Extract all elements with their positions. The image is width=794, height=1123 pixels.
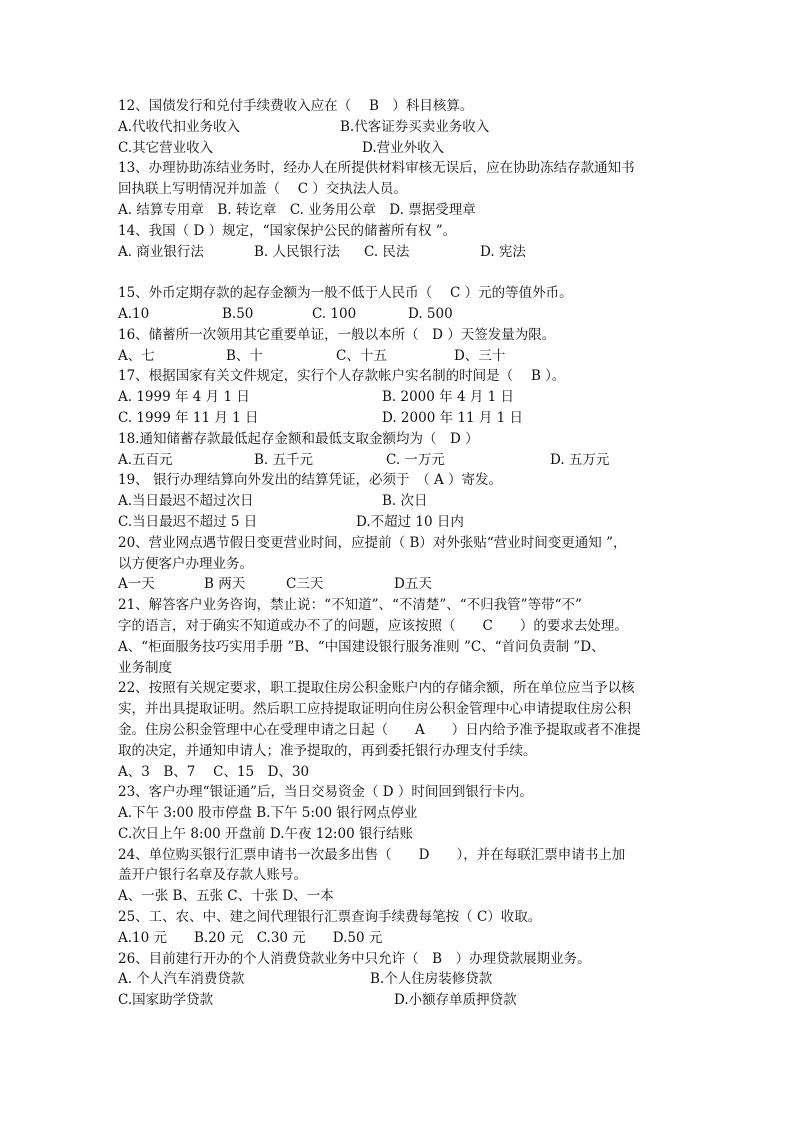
- question-stem: [118, 366, 678, 387]
- question-stem: [118, 865, 678, 886]
- question-stem: [118, 96, 678, 117]
- option-row: [118, 969, 678, 990]
- option-b: B 两天: [204, 576, 246, 593]
- stem-text: 16、储蓄所一次领用其它重要单证，一般以本所（ D ）天签发量为限。: [118, 326, 556, 343]
- option-d: D、三十: [454, 347, 506, 364]
- option-d: D.营业外收入: [362, 139, 445, 156]
- stem-text: 12、国债发行和兑付手续费收入应在（ B ）科目核算。: [118, 98, 474, 114]
- stem-text: 以方便客户办理业务。: [118, 555, 253, 572]
- options-inline: C.次日上午 8:00 开盘前 D.午夜 12:00 银行结账: [118, 825, 413, 842]
- option-row: [118, 117, 678, 138]
- stem-text: 金。住房公积金管理中心在受理申请之日起（ A ）日内给予准予提取或者不准提: [118, 721, 641, 738]
- question-stem: [118, 221, 678, 242]
- option-c: C、十五: [336, 347, 387, 364]
- stem-text: 盖开户银行名章及存款人账号。: [118, 867, 307, 884]
- document-page: [118, 96, 678, 1011]
- option-row: [118, 346, 678, 367]
- option-c: C. 一万元: [386, 451, 445, 468]
- option-row: [118, 990, 678, 1011]
- option-b: B. 次日: [382, 493, 428, 510]
- question-stem: [118, 720, 678, 741]
- stem-text: 25、工、农、中、建之间代理银行汇票查询手续费每笔按（ C）收取。: [118, 909, 542, 926]
- option-a: A一天: [118, 576, 155, 593]
- question-stem: [118, 699, 678, 720]
- stem-text: 回执联上写明情况并加盖（ C ）交执法人员。: [118, 181, 407, 198]
- stem-text: 13、办理协助冻结业务时，经办人在所提供材料审核无误后，应在协助冻结存款通知书: [118, 160, 635, 177]
- options-inline: A. 结算专用章 B. 转讫章 C. 业务用公章 D. 票据受理章: [118, 201, 476, 218]
- stem-text: 26、目前建行开办的个人消费贷款业务中只允许（ B ）办理贷款展期业务。: [118, 950, 591, 967]
- stem-text: 实，并出具提取证明。然后职工应持提取证明向住房公积金管理中心申请提取住房公积: [118, 701, 631, 718]
- question-stem: [118, 782, 678, 803]
- question-stem: [118, 949, 678, 970]
- question-stem: [118, 429, 678, 450]
- options-inline: A、“柜面服务技巧实用手册 ”B、“中国建设银行服务准则 ”C、“首问负责制 ”D、: [118, 638, 605, 655]
- stem-text: 14、我国（ D ）规定，“国家保护公民的储蓄所有权 ”。: [118, 222, 457, 239]
- option-row: [118, 200, 678, 221]
- stem-text: 18.通知储蓄存款最低起存金额和最低支取金额均为（ D ）: [118, 430, 479, 447]
- option-row: [118, 658, 678, 679]
- option-row: [118, 574, 678, 595]
- option-a: A.代收代扣业务收入: [118, 118, 241, 135]
- question-stem: [118, 533, 678, 554]
- question-stem: [118, 325, 678, 346]
- stem-text: 17、根据国家有关文件规定，实行个人存款帐户实名制的时间是（ B ）。: [118, 368, 566, 385]
- option-a: A. 1999 年 4 月 1 日: [118, 389, 250, 406]
- option-c: C. 100: [312, 305, 357, 322]
- option-d: D. 宪法: [480, 243, 526, 260]
- option-b: B. 五千元: [254, 451, 314, 468]
- option-c: C. 民法: [364, 243, 410, 260]
- option-row: [118, 928, 678, 949]
- option-row: [118, 450, 678, 471]
- question-stem: [118, 845, 678, 866]
- question-stem: [118, 158, 678, 179]
- option-c: C. 1999 年 11 月 1 日: [118, 409, 259, 426]
- option-b: B.代客证券买卖业务收入: [340, 118, 490, 135]
- stem-text: 21、解答客户业务咨询，禁止说：“不知道”、“不清楚”、“不归我管”等带“不”: [118, 597, 582, 614]
- question-stem: [118, 554, 678, 575]
- option-row: [118, 304, 678, 325]
- option-c: C三天: [286, 576, 324, 593]
- option-row: [118, 242, 678, 263]
- option-row: [118, 762, 678, 783]
- stem-text: 22、按照有关规定要求，职工提取住房公积金账户内的存储余额，所在单位应当予以核: [118, 680, 635, 697]
- option-a: A. 商业银行法: [118, 243, 204, 260]
- question-stem: [118, 678, 678, 699]
- option-row: [118, 824, 678, 845]
- option-a: A、七: [118, 347, 155, 364]
- stem-text: 20、营业网点遇节假日变更营业时间，应提前（ B）对外张贴“营业时间变更通知 ”，: [118, 534, 627, 551]
- options-inline: A、3 B、7 C、15 D、30: [118, 763, 310, 780]
- option-a: A.10: [118, 305, 150, 322]
- question-stem: [118, 595, 678, 616]
- option-b: B. 人民银行法: [254, 243, 341, 260]
- option-a: A.五百元: [118, 451, 173, 468]
- option-row: [118, 512, 678, 533]
- option-row: [118, 408, 678, 429]
- options-inline: 业务制度: [118, 659, 172, 676]
- option-d: D. 500: [408, 305, 453, 322]
- option-c: C.其它营业收入: [118, 139, 214, 156]
- option-b: B、十: [226, 347, 263, 364]
- options-inline: A.10 元 B.20 元 C.30 元 D.50 元: [118, 929, 383, 946]
- option-row: [118, 387, 678, 408]
- stem-text: 15、外币定期存款的起存金额为一般不低于人民币（ C ）元的等值外币。: [118, 285, 573, 302]
- option-d: D. 2000 年 11 月 1 日: [382, 409, 524, 426]
- option-b: B.50: [222, 305, 254, 322]
- option-c: C.国家助学贷款: [118, 992, 214, 1009]
- options-inline: A、一张 B、五张 C、十张 D、一本: [118, 888, 334, 905]
- option-row: [118, 637, 678, 658]
- stem-text: 19、 银行办理结算向外发出的结算凭证，必须于 （ A ）寄发。: [118, 472, 503, 489]
- option-row: [118, 138, 678, 159]
- option-row: [118, 886, 678, 907]
- option-d: D.小额存单质押贷款: [394, 992, 517, 1009]
- option-d: D.不超过 10 日内: [356, 513, 464, 530]
- option-a: A. 个人汽车消费贷款: [118, 971, 245, 988]
- question-stem: [118, 616, 678, 637]
- blank-line: [118, 262, 678, 283]
- option-b: B.个人住房装修贷款: [370, 971, 493, 988]
- option-d: D. 五万元: [550, 451, 610, 468]
- options-inline: A.下午 3:00 股市停盘 B.下午 5:00 银行网点停业: [118, 805, 418, 822]
- stem-text: 字的语言，对于确实不知道或办不了的问题，应该按照（ C ）的要求去处理。: [118, 617, 628, 634]
- question-stem: [118, 283, 678, 304]
- question-stem: [118, 907, 678, 928]
- option-row: [118, 803, 678, 824]
- stem-text: 23、客户办理“银证通”后，当日交易资金（ D ）时间回到银行卡内。: [118, 784, 533, 801]
- option-a: A.当日最迟不超过次日: [118, 493, 254, 510]
- option-d: D五天: [394, 576, 432, 593]
- stem-text: 取的决定，并通知申请人；准予提取的，再到委托银行办理支付手续。: [118, 742, 537, 759]
- stem-text: 24、单位购买银行汇票申请书一次最多出售（ D ），并在每联汇票申请书上加: [118, 846, 626, 863]
- option-c: C.当日最迟不超过 5 日: [118, 513, 258, 530]
- question-stem: [118, 470, 678, 491]
- question-stem: [118, 741, 678, 762]
- option-row: [118, 491, 678, 512]
- option-b: B. 2000 年 4 月 1 日: [382, 389, 514, 406]
- question-stem: [118, 179, 678, 200]
